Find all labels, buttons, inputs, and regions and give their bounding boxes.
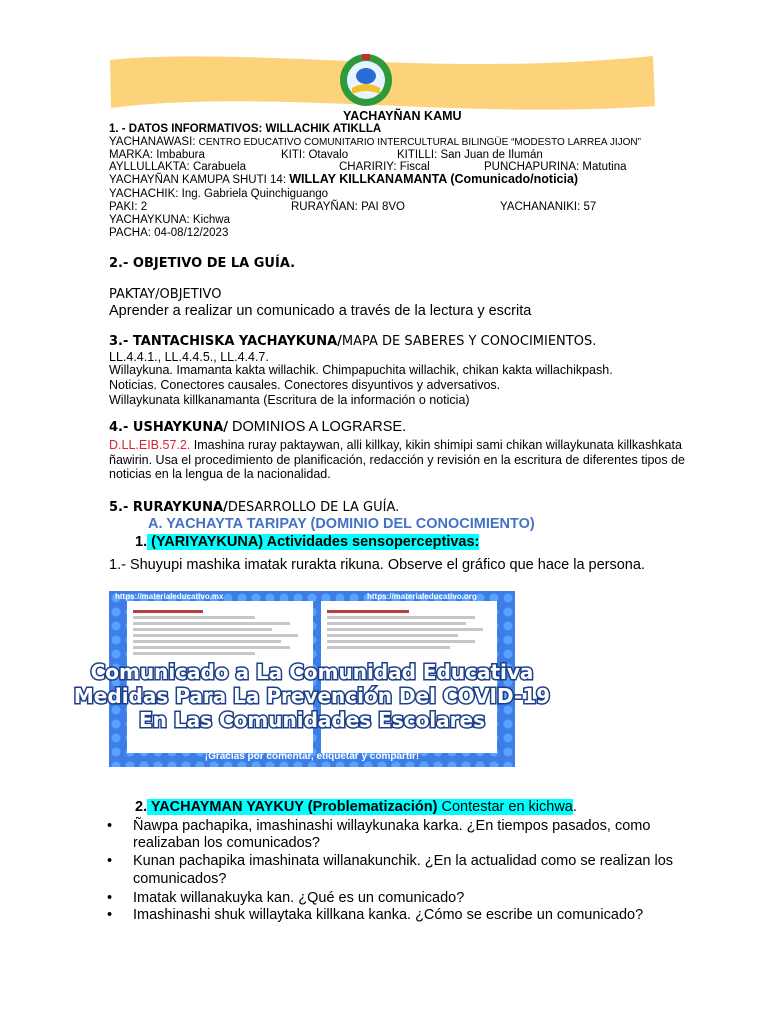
guide-name-label: YACHAYÑAN KAMUPA SHUTI 14: — [109, 174, 290, 186]
question-2-line2: comunicados? — [133, 871, 227, 887]
bullet-icon: • — [107, 890, 113, 906]
yachaykuna-field: YACHAYKUNA: Kichwa — [109, 214, 230, 226]
image-title-line1: Comunicado a La Comunidad Educativa — [90, 660, 534, 684]
section3-line2: Noticias. Conectores causales. Conectores disyuntivos y adversativos. — [109, 378, 501, 392]
marka-field: MARKA: Imbabura — [109, 149, 205, 161]
question-4-text: Imashinashi shuk willaytaka killkana kanka. ¿Cómo se escribe un comunicado? — [133, 907, 644, 923]
question-1-line2: realizaban los comunicados? — [133, 835, 320, 851]
activity2-title — [147, 799, 573, 815]
section4-line1-text: Imashina ruray paktaywan, alli killkay, kikin shimipi sami chikan willaykunata killkashkata — [190, 438, 682, 452]
yachachik-field: YACHACHIK: Ing. Gabriela Quinchiguango — [109, 188, 329, 200]
section4-line2: ñawirin. Usa el procedimiento de planificación, redacción y revisión en la escritura de diferentes tipos de — [109, 453, 686, 467]
document-title: YACHAYÑAN KAMU — [343, 109, 462, 123]
section4-line1 — [109, 438, 682, 452]
activity2-title-bold: YACHAYMAN YAYKUY (Problematización) — [147, 799, 442, 815]
question-1-line1: Ñawpa pachapika, imashinashi willaykunaka karka. ¿En tiempos pasados, como — [133, 818, 651, 834]
observe-instruction: 1.- Shuyupi mashika imatak rurakta rikuna. Observe el gráfico que hace la persona. — [109, 557, 645, 573]
rurayñan-field: RURAYÑAN: PAI 8VO — [291, 201, 405, 213]
question-1 — [107, 818, 650, 835]
objective-subheading: PAKTAY/OBJETIVO — [109, 287, 222, 302]
question-3 — [107, 890, 464, 907]
comunicado-image — [73, 591, 551, 767]
section3-heading-bold: 3.- TANTACHISKA YACHAYKUNA/ — [109, 334, 342, 349]
kiti-field: KITI: Otavalo — [281, 149, 349, 161]
section5-subheading-a: A. YACHAYTA TARIPAY (DOMINIO DEL CONOCIMIENTO) — [148, 516, 535, 532]
paki-field: PAKI: 2 — [109, 201, 148, 213]
section4-heading — [109, 419, 406, 435]
section3-line3: Willaykunata killkanamanta (Escritura de la información o noticia) — [109, 393, 470, 407]
pacha-field: PACHA: 04-08/12/2023 — [109, 227, 229, 239]
question-2 — [107, 853, 673, 870]
section3-line1: Willaykuna. Imamanta kakta willachik. Chimpapuchita willachik, chikan kakta willachikpash. — [109, 363, 613, 377]
section3-codes: LL.4.4.1., LL.4.4.5., LL.4.4.7. — [109, 350, 269, 364]
punchapurina-field: PUNCHAPURINA: Matutina — [484, 161, 627, 173]
activity2-number: 2. — [135, 799, 148, 815]
image-footer: ¡Gracias por comentar, etiquetar y compartir! — [204, 751, 420, 762]
activity1-title: (YARIYAYKUNA) Actividades sensoperceptivas: — [147, 534, 480, 550]
image-title-line2: Medidas Para La Prevención Del COVID-19 — [73, 684, 551, 708]
image-title-overlay — [73, 657, 551, 737]
section5-heading-rest: DESARROLLO DE LA GUÍA. — [227, 500, 400, 515]
section3-heading — [109, 334, 596, 349]
activity1-heading — [135, 534, 479, 551]
activity2-title-instruction: Contestar en kichwa — [441, 799, 573, 815]
section1-heading: 1. - DATOS INFORMATIVOS: WILLACHIK ATIKLLA — [109, 123, 382, 135]
guide-name-line — [109, 173, 578, 187]
section4-line3: noticias en la lengua de la nacionalidad. — [109, 467, 331, 481]
chaririy-field: CHARIRIY: Fiscal — [339, 161, 430, 173]
yachananiki-field: YACHANANIKI: 57 — [500, 201, 597, 213]
section5-heading — [109, 500, 399, 515]
image-url-right: https://materialeducativo.org — [367, 592, 477, 601]
activity1-number: 1. — [135, 534, 148, 550]
image-title-line3: En Las Comunidades Escolares — [139, 708, 485, 732]
image-url-left: https://materialeducativo.mx — [115, 592, 224, 601]
ayllullakta-field: AYLLULLAKTA: Carabuela — [109, 161, 247, 173]
section4-code: D.LL.EIB.57.2. — [109, 438, 191, 452]
guide-name-value: WILLAY KILLKANAMANTA (Comunicado/noticia) — [289, 172, 579, 186]
question-4 — [107, 907, 643, 924]
school-logo — [338, 50, 394, 108]
bullet-icon: • — [107, 907, 113, 923]
yachanawasi-label: YACHANAWASI: — [109, 136, 199, 148]
question-3-text: Imatak willanakuyka kan. ¿Qué es un comunicado? — [133, 890, 465, 906]
activity2-title-period: . — [572, 799, 577, 815]
objective-text: Aprender a realizar un comunicado a través de la lectura y escrita — [109, 303, 532, 319]
yachanawasi-line — [109, 136, 641, 149]
section2-heading: 2.- OBJETIVO DE LA GUÍA. — [109, 256, 296, 271]
section4-heading-bold: 4.- USHAYKUNA/ — [109, 420, 229, 435]
bullet-icon: • — [107, 853, 113, 869]
kitilli-field: KITILLI: San Juan de Ilumán — [397, 149, 543, 161]
section3-heading-rest: MAPA DE SABERES Y CONOCIMIENTOS. — [341, 334, 597, 349]
bullet-icon: • — [107, 818, 113, 834]
question-2-line1: Kunan pachapika imashinata willanakunchik. ¿En la actualidad como se realizan los — [133, 853, 674, 869]
yachanawasi-value: CENTRO EDUCATIVO COMUNITARIO INTERCULTURAL BILINGÜE “MODESTO LARREA JIJON” — [198, 137, 641, 148]
activity2-heading — [135, 799, 577, 816]
section5-heading-bold: 5.- RURAYKUNA/ — [109, 500, 228, 515]
section4-heading-rest: DOMINIOS A LOGRARSE. — [228, 419, 407, 435]
